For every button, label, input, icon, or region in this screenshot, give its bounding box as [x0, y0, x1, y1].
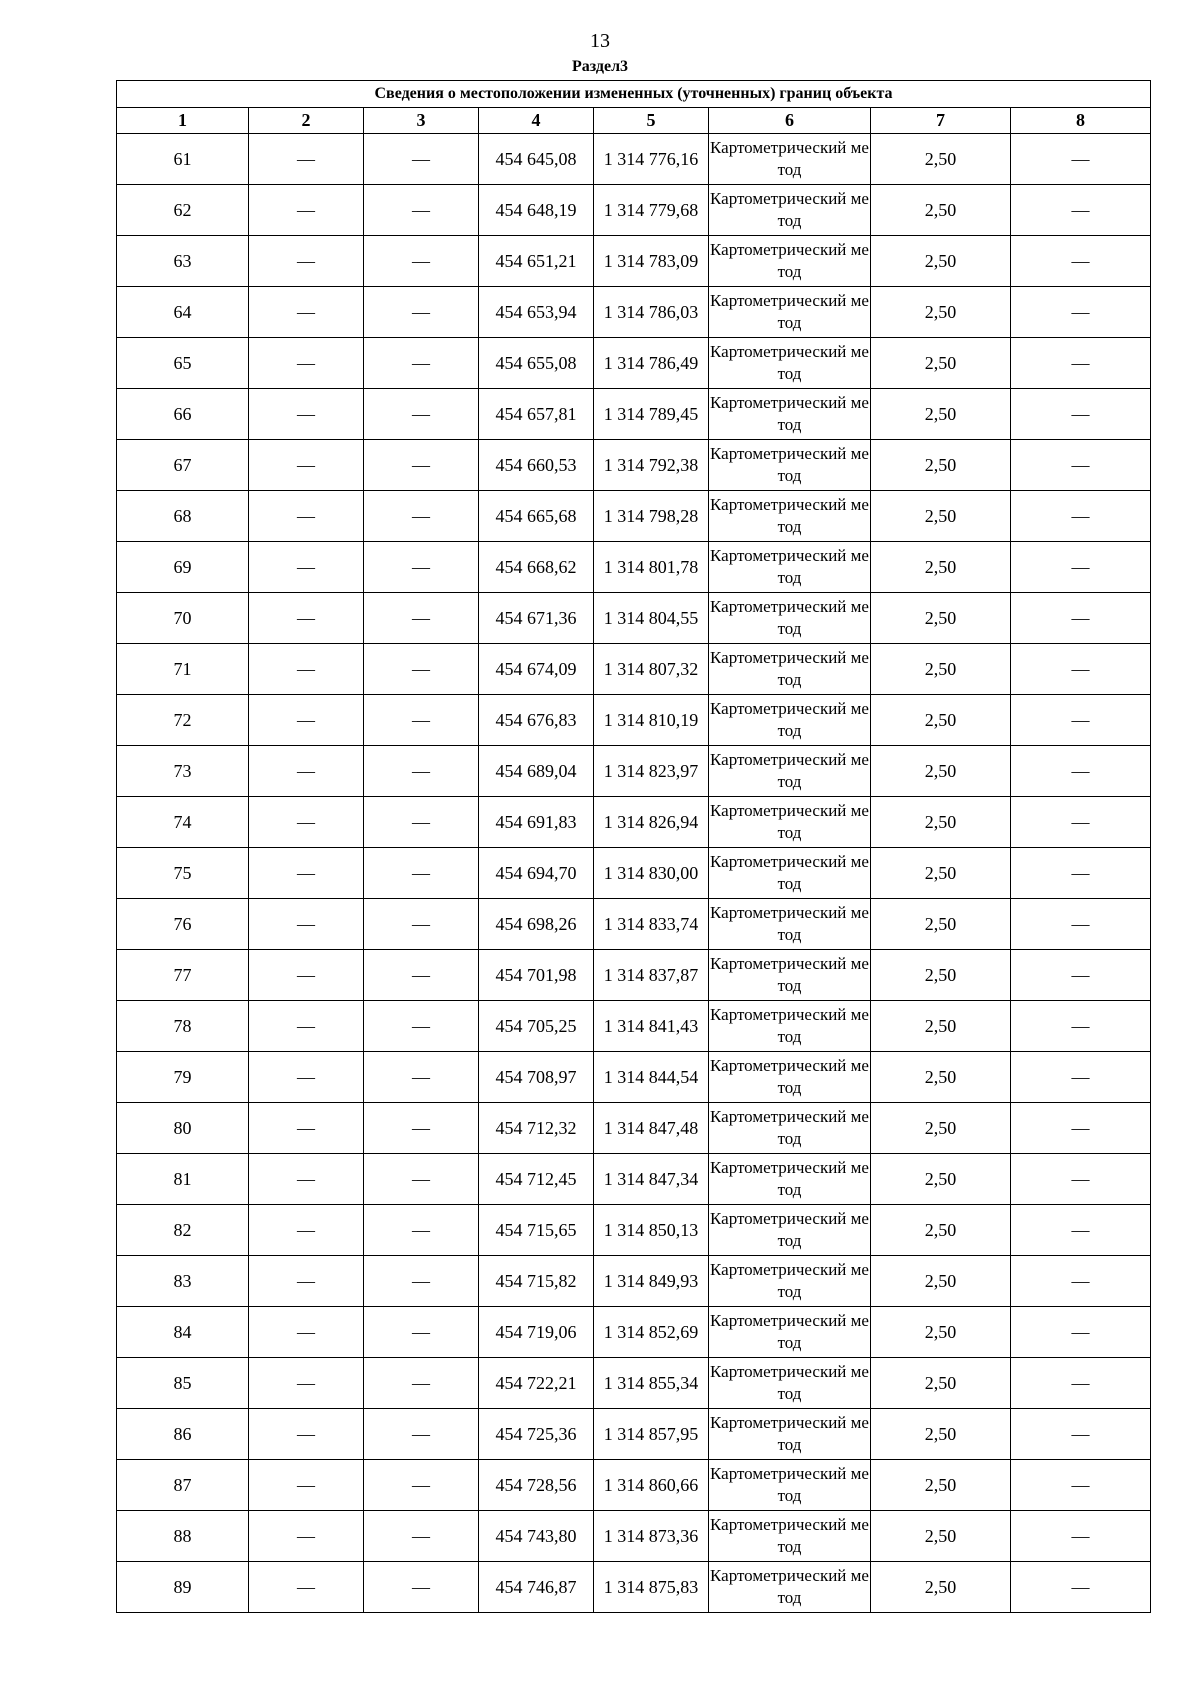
x-coordinate-cell: 454 694,70 [479, 848, 594, 899]
col3-cell: — [364, 338, 479, 389]
x-coordinate-cell: 454 671,36 [479, 593, 594, 644]
col2-cell: — [249, 746, 364, 797]
accuracy-cell: 2,50 [871, 695, 1011, 746]
col3-cell: — [364, 848, 479, 899]
col2-cell: — [249, 1460, 364, 1511]
accuracy-cell: 2,50 [871, 1562, 1011, 1613]
col8-cell: — [1011, 1307, 1151, 1358]
x-coordinate-cell: 454 655,08 [479, 338, 594, 389]
accuracy-cell: 2,50 [871, 1052, 1011, 1103]
x-coordinate-cell: 454 743,80 [479, 1511, 594, 1562]
method-cell: Картометрический метод [709, 1562, 871, 1613]
point-number-cell: 69 [117, 542, 249, 593]
table-row [117, 1562, 1151, 1613]
point-number-cell: 83 [117, 1256, 249, 1307]
x-coordinate-cell: 454 705,25 [479, 1001, 594, 1052]
col3-cell: — [364, 440, 479, 491]
col3-cell: — [364, 746, 479, 797]
point-number-cell: 76 [117, 899, 249, 950]
x-coordinate-cell: 454 657,81 [479, 389, 594, 440]
col8-cell: — [1011, 1001, 1151, 1052]
col8-cell: — [1011, 185, 1151, 236]
point-number-cell: 86 [117, 1409, 249, 1460]
x-coordinate-cell: 454 660,53 [479, 440, 594, 491]
col8-cell: — [1011, 338, 1151, 389]
accuracy-cell: 2,50 [871, 491, 1011, 542]
section-label: Раздел3 [571, 58, 629, 75]
x-coordinate-cell: 454 674,09 [479, 644, 594, 695]
col3-cell: — [364, 899, 479, 950]
table-row [117, 1460, 1151, 1511]
col8-cell: — [1011, 440, 1151, 491]
method-cell: Картометрический метод [709, 644, 871, 695]
point-number-cell: 87 [117, 1460, 249, 1511]
point-number-cell: 78 [117, 1001, 249, 1052]
method-cell: Картометрический метод [709, 593, 871, 644]
table-row [117, 1052, 1151, 1103]
point-number-cell: 64 [117, 287, 249, 338]
col2-cell: — [249, 287, 364, 338]
column-header: 3 [364, 108, 479, 134]
col8-cell: — [1011, 1460, 1151, 1511]
col3-cell: — [364, 797, 479, 848]
method-cell: Картометрический метод [709, 134, 871, 185]
x-coordinate-cell: 454 676,83 [479, 695, 594, 746]
y-coordinate-cell: 1 314 847,34 [594, 1154, 709, 1205]
col8-cell: — [1011, 899, 1151, 950]
col2-cell: — [249, 1562, 364, 1613]
y-coordinate-cell: 1 314 875,83 [594, 1562, 709, 1613]
col8-cell: — [1011, 848, 1151, 899]
y-coordinate-cell: 1 314 807,32 [594, 644, 709, 695]
point-number-cell: 61 [117, 134, 249, 185]
col2-cell: — [249, 848, 364, 899]
point-number-cell: 77 [117, 950, 249, 1001]
point-number-cell: 85 [117, 1358, 249, 1409]
method-cell: Картометрический метод [709, 1256, 871, 1307]
col3-cell: — [364, 1562, 479, 1613]
col8-cell: — [1011, 1511, 1151, 1562]
table-row [117, 950, 1151, 1001]
y-coordinate-cell: 1 314 779,68 [594, 185, 709, 236]
y-coordinate-cell: 1 314 855,34 [594, 1358, 709, 1409]
point-number-cell: 89 [117, 1562, 249, 1613]
y-coordinate-cell: 1 314 786,03 [594, 287, 709, 338]
table-row [117, 1358, 1151, 1409]
y-coordinate-cell: 1 314 849,93 [594, 1256, 709, 1307]
col3-cell: — [364, 1154, 479, 1205]
col8-cell: — [1011, 236, 1151, 287]
method-cell: Картометрический метод [709, 1409, 871, 1460]
method-cell: Картометрический метод [709, 1052, 871, 1103]
x-coordinate-cell: 454 725,36 [479, 1409, 594, 1460]
column-header: 4 [479, 108, 594, 134]
col2-cell: — [249, 236, 364, 287]
accuracy-cell: 2,50 [871, 185, 1011, 236]
table-row [117, 134, 1151, 185]
accuracy-cell: 2,50 [871, 1256, 1011, 1307]
accuracy-cell: 2,50 [871, 1511, 1011, 1562]
column-header: 1 [117, 108, 249, 134]
method-cell: Картометрический метод [709, 950, 871, 1001]
col2-cell: — [249, 1511, 364, 1562]
table-row [117, 593, 1151, 644]
table-caption-row [117, 81, 1151, 108]
method-cell: Картометрический метод [709, 746, 871, 797]
method-cell: Картометрический метод [709, 185, 871, 236]
table-caption: Сведения о местоположении измененных (уточненных) границ объекта [117, 81, 1151, 108]
boundary-coordinates-table [116, 80, 1151, 1613]
col2-cell: — [249, 950, 364, 1001]
method-cell: Картометрический метод [709, 1205, 871, 1256]
accuracy-cell: 2,50 [871, 287, 1011, 338]
point-number-cell: 82 [117, 1205, 249, 1256]
x-coordinate-cell: 454 653,94 [479, 287, 594, 338]
col3-cell: — [364, 1103, 479, 1154]
table-row [117, 491, 1151, 542]
column-header: 6 [709, 108, 871, 134]
col3-cell: — [364, 644, 479, 695]
col2-cell: — [249, 185, 364, 236]
table-row [117, 848, 1151, 899]
point-number-cell: 88 [117, 1511, 249, 1562]
col3-cell: — [364, 1052, 479, 1103]
table-row [117, 1103, 1151, 1154]
accuracy-cell: 2,50 [871, 899, 1011, 950]
point-number-cell: 71 [117, 644, 249, 695]
col2-cell: — [249, 1409, 364, 1460]
method-cell: Картометрический метод [709, 1358, 871, 1409]
y-coordinate-cell: 1 314 789,45 [594, 389, 709, 440]
col8-cell: — [1011, 1409, 1151, 1460]
column-header: 7 [871, 108, 1011, 134]
accuracy-cell: 2,50 [871, 797, 1011, 848]
table-row [117, 899, 1151, 950]
col2-cell: — [249, 1103, 364, 1154]
col8-cell: — [1011, 1562, 1151, 1613]
x-coordinate-cell: 454 728,56 [479, 1460, 594, 1511]
y-coordinate-cell: 1 314 850,13 [594, 1205, 709, 1256]
col8-cell: — [1011, 389, 1151, 440]
col8-cell: — [1011, 1205, 1151, 1256]
accuracy-cell: 2,50 [871, 1307, 1011, 1358]
table-row [117, 338, 1151, 389]
y-coordinate-cell: 1 314 860,66 [594, 1460, 709, 1511]
y-coordinate-cell: 1 314 786,49 [594, 338, 709, 389]
x-coordinate-cell: 454 648,19 [479, 185, 594, 236]
accuracy-cell: 2,50 [871, 134, 1011, 185]
table-row [117, 1001, 1151, 1052]
col3-cell: — [364, 134, 479, 185]
x-coordinate-cell: 454 645,08 [479, 134, 594, 185]
method-cell: Картометрический метод [709, 1460, 871, 1511]
accuracy-cell: 2,50 [871, 848, 1011, 899]
accuracy-cell: 2,50 [871, 644, 1011, 695]
table-row [117, 1307, 1151, 1358]
x-coordinate-cell: 454 712,32 [479, 1103, 594, 1154]
col3-cell: — [364, 185, 479, 236]
method-cell: Картометрический метод [709, 797, 871, 848]
method-cell: Картометрический метод [709, 695, 871, 746]
accuracy-cell: 2,50 [871, 338, 1011, 389]
col3-cell: — [364, 1307, 479, 1358]
method-cell: Картометрический метод [709, 1307, 871, 1358]
accuracy-cell: 2,50 [871, 542, 1011, 593]
x-coordinate-cell: 454 689,04 [479, 746, 594, 797]
accuracy-cell: 2,50 [871, 1409, 1011, 1460]
col2-cell: — [249, 440, 364, 491]
y-coordinate-cell: 1 314 833,74 [594, 899, 709, 950]
point-number-cell: 72 [117, 695, 249, 746]
method-cell: Картометрический метод [709, 1511, 871, 1562]
col8-cell: — [1011, 644, 1151, 695]
accuracy-cell: 2,50 [871, 1205, 1011, 1256]
accuracy-cell: 2,50 [871, 236, 1011, 287]
col8-cell: — [1011, 542, 1151, 593]
table-row [117, 440, 1151, 491]
point-number-cell: 62 [117, 185, 249, 236]
method-cell: Картометрический метод [709, 1001, 871, 1052]
table-row [117, 1154, 1151, 1205]
y-coordinate-cell: 1 314 804,55 [594, 593, 709, 644]
table-row [117, 644, 1151, 695]
method-cell: Картометрический метод [709, 236, 871, 287]
point-number-cell: 67 [117, 440, 249, 491]
y-coordinate-cell: 1 314 844,54 [594, 1052, 709, 1103]
y-coordinate-cell: 1 314 857,95 [594, 1409, 709, 1460]
col3-cell: — [364, 1256, 479, 1307]
point-number-cell: 63 [117, 236, 249, 287]
col2-cell: — [249, 542, 364, 593]
y-coordinate-cell: 1 314 798,28 [594, 491, 709, 542]
x-coordinate-cell: 454 746,87 [479, 1562, 594, 1613]
accuracy-cell: 2,50 [871, 1358, 1011, 1409]
table-row [117, 185, 1151, 236]
col8-cell: — [1011, 1358, 1151, 1409]
point-number-cell: 70 [117, 593, 249, 644]
y-coordinate-cell: 1 314 847,48 [594, 1103, 709, 1154]
col2-cell: — [249, 491, 364, 542]
col8-cell: — [1011, 1256, 1151, 1307]
col2-cell: — [249, 338, 364, 389]
y-coordinate-cell: 1 314 783,09 [594, 236, 709, 287]
table-row [117, 695, 1151, 746]
x-coordinate-cell: 454 708,97 [479, 1052, 594, 1103]
point-number-cell: 65 [117, 338, 249, 389]
column-header: 2 [249, 108, 364, 134]
col2-cell: — [249, 389, 364, 440]
col2-cell: — [249, 644, 364, 695]
method-cell: Картометрический метод [709, 542, 871, 593]
col8-cell: — [1011, 134, 1151, 185]
table-row [117, 236, 1151, 287]
point-number-cell: 68 [117, 491, 249, 542]
col8-cell: — [1011, 287, 1151, 338]
table-row [117, 797, 1151, 848]
column-header: 8 [1011, 108, 1151, 134]
y-coordinate-cell: 1 314 810,19 [594, 695, 709, 746]
method-cell: Картометрический метод [709, 848, 871, 899]
col8-cell: — [1011, 746, 1151, 797]
col3-cell: — [364, 1001, 479, 1052]
x-coordinate-cell: 454 698,26 [479, 899, 594, 950]
table-body [117, 134, 1151, 1613]
x-coordinate-cell: 454 665,68 [479, 491, 594, 542]
point-number-cell: 80 [117, 1103, 249, 1154]
col2-cell: — [249, 797, 364, 848]
col3-cell: — [364, 1460, 479, 1511]
x-coordinate-cell: 454 715,65 [479, 1205, 594, 1256]
col3-cell: — [364, 950, 479, 1001]
table-row [117, 1256, 1151, 1307]
x-coordinate-cell: 454 712,45 [479, 1154, 594, 1205]
col8-cell: — [1011, 593, 1151, 644]
table-row [117, 746, 1151, 797]
x-coordinate-cell: 454 719,06 [479, 1307, 594, 1358]
y-coordinate-cell: 1 314 823,97 [594, 746, 709, 797]
y-coordinate-cell: 1 314 801,78 [594, 542, 709, 593]
x-coordinate-cell: 454 651,21 [479, 236, 594, 287]
col8-cell: — [1011, 695, 1151, 746]
table-row [117, 1409, 1151, 1460]
method-cell: Картометрический метод [709, 287, 871, 338]
y-coordinate-cell: 1 314 830,00 [594, 848, 709, 899]
method-cell: Картометрический метод [709, 389, 871, 440]
accuracy-cell: 2,50 [871, 593, 1011, 644]
x-coordinate-cell: 454 715,82 [479, 1256, 594, 1307]
accuracy-cell: 2,50 [871, 440, 1011, 491]
method-cell: Картометрический метод [709, 1103, 871, 1154]
accuracy-cell: 2,50 [871, 1103, 1011, 1154]
col2-cell: — [249, 1154, 364, 1205]
column-header-row [117, 108, 1151, 134]
x-coordinate-cell: 454 701,98 [479, 950, 594, 1001]
col2-cell: — [249, 695, 364, 746]
table-row [117, 389, 1151, 440]
col8-cell: — [1011, 950, 1151, 1001]
y-coordinate-cell: 1 314 792,38 [594, 440, 709, 491]
page-number: 13 [590, 30, 610, 52]
table-row [117, 542, 1151, 593]
col8-cell: — [1011, 1052, 1151, 1103]
col8-cell: — [1011, 1154, 1151, 1205]
y-coordinate-cell: 1 314 837,87 [594, 950, 709, 1001]
point-number-cell: 75 [117, 848, 249, 899]
table-row [117, 1511, 1151, 1562]
col3-cell: — [364, 1358, 479, 1409]
col2-cell: — [249, 1358, 364, 1409]
col2-cell: — [249, 899, 364, 950]
point-number-cell: 81 [117, 1154, 249, 1205]
y-coordinate-cell: 1 314 776,16 [594, 134, 709, 185]
y-coordinate-cell: 1 314 852,69 [594, 1307, 709, 1358]
col2-cell: — [249, 1001, 364, 1052]
col3-cell: — [364, 695, 479, 746]
point-number-cell: 79 [117, 1052, 249, 1103]
method-cell: Картометрический метод [709, 899, 871, 950]
point-number-cell: 84 [117, 1307, 249, 1358]
col3-cell: — [364, 542, 479, 593]
col3-cell: — [364, 1409, 479, 1460]
x-coordinate-cell: 454 691,83 [479, 797, 594, 848]
y-coordinate-cell: 1 314 841,43 [594, 1001, 709, 1052]
table-row [117, 287, 1151, 338]
x-coordinate-cell: 454 722,21 [479, 1358, 594, 1409]
col2-cell: — [249, 1256, 364, 1307]
method-cell: Картометрический метод [709, 440, 871, 491]
accuracy-cell: 2,50 [871, 1460, 1011, 1511]
point-number-cell: 73 [117, 746, 249, 797]
col3-cell: — [364, 389, 479, 440]
col2-cell: — [249, 1052, 364, 1103]
col2-cell: — [249, 134, 364, 185]
accuracy-cell: 2,50 [871, 389, 1011, 440]
col3-cell: — [364, 593, 479, 644]
col3-cell: — [364, 1511, 479, 1562]
point-number-cell: 66 [117, 389, 249, 440]
x-coordinate-cell: 454 668,62 [479, 542, 594, 593]
col3-cell: — [364, 1205, 479, 1256]
accuracy-cell: 2,50 [871, 950, 1011, 1001]
accuracy-cell: 2,50 [871, 1001, 1011, 1052]
col3-cell: — [364, 491, 479, 542]
col2-cell: — [249, 1307, 364, 1358]
method-cell: Картометрический метод [709, 338, 871, 389]
y-coordinate-cell: 1 314 826,94 [594, 797, 709, 848]
y-coordinate-cell: 1 314 873,36 [594, 1511, 709, 1562]
col3-cell: — [364, 287, 479, 338]
method-cell: Картометрический метод [709, 1154, 871, 1205]
col8-cell: — [1011, 491, 1151, 542]
col3-cell: — [364, 236, 479, 287]
point-number-cell: 74 [117, 797, 249, 848]
accuracy-cell: 2,50 [871, 746, 1011, 797]
accuracy-cell: 2,50 [871, 1154, 1011, 1205]
col2-cell: — [249, 1205, 364, 1256]
method-cell: Картометрический метод [709, 491, 871, 542]
table-row [117, 1205, 1151, 1256]
col8-cell: — [1011, 797, 1151, 848]
col2-cell: — [249, 593, 364, 644]
column-header: 5 [594, 108, 709, 134]
col8-cell: — [1011, 1103, 1151, 1154]
